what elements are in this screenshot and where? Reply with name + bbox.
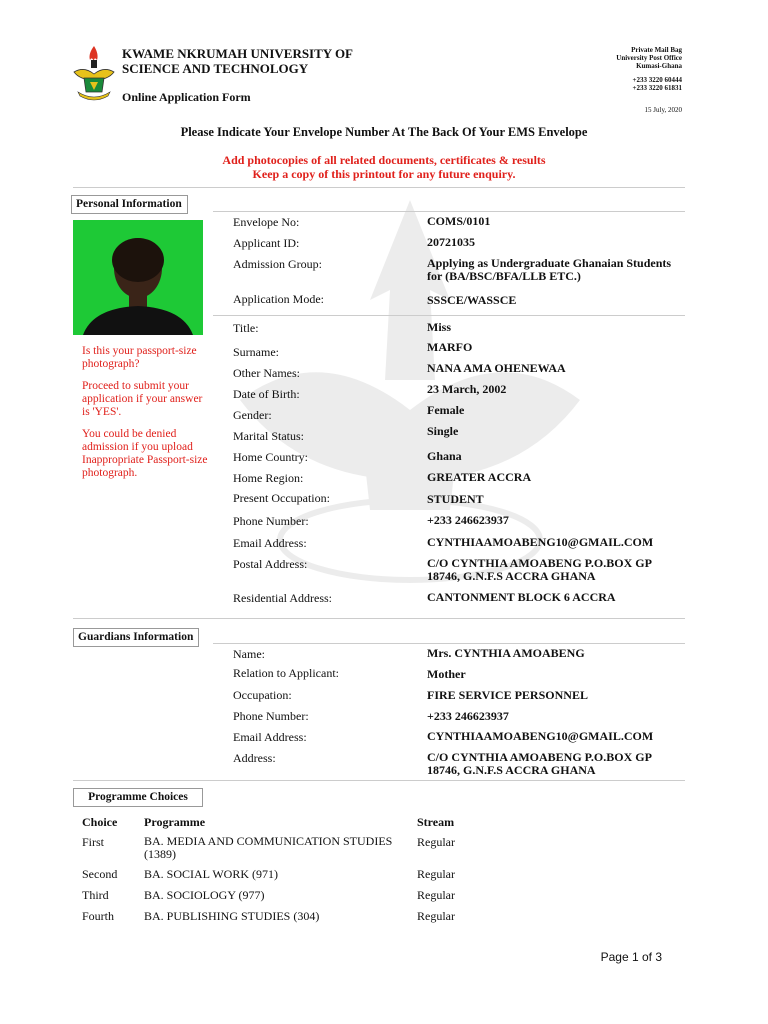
field-label: Home Region: (233, 471, 304, 485)
field-value-occupation: STUDENT (427, 492, 484, 506)
section-title-programmes: Programme Choices (73, 788, 203, 807)
field-label: Title: (233, 321, 259, 335)
stream-cell: Regular (417, 835, 455, 849)
notice-line: Keep a copy of this printout for any future enquiry. (252, 167, 516, 181)
field-value-dob: 23 March, 2002 (427, 382, 507, 396)
page-number: Page 1 of 3 (600, 950, 662, 964)
field-value-postal-address: C/O CYNTHIA AMOABENG P.O.BOX GP 18746, G.N.F.S ACCRA GHANA (427, 556, 652, 583)
table-row (82, 909, 502, 930)
field-label: Address: (233, 751, 276, 765)
field-value-surname: MARFO (427, 340, 473, 354)
field-value-residential-address: CANTONMENT BLOCK 6 ACCRA (427, 590, 616, 604)
notice-line: Add photocopies of all related documents, certificates & results (222, 153, 546, 167)
field-label: Name: (233, 647, 265, 661)
divider (213, 315, 685, 316)
photo-warning (82, 345, 212, 489)
field-label: Marital Status: (233, 429, 304, 443)
column-header: Stream (417, 815, 455, 829)
field-label: Date of Birth: (233, 387, 300, 401)
field-label: Phone Number: (233, 514, 309, 528)
address-line: University Post Office (616, 54, 682, 62)
stream-cell: Regular (417, 867, 455, 881)
table-header-row (82, 815, 502, 835)
field-label: Relation to Applicant: (233, 666, 339, 680)
section-title-personal: Personal Information (71, 195, 188, 214)
field-value-email: CYNTHIAAMOABENG10@GMAIL.COM (427, 535, 654, 549)
guardian-occupation: FIRE SERVICE PERSONNEL (427, 688, 588, 702)
field-label: Occupation: (233, 688, 292, 702)
phone-line: +233 3220 61831 (632, 84, 682, 92)
stream-cell: Regular (417, 888, 455, 902)
guardian-phone: +233 246623937 (427, 709, 509, 723)
field-value-marital-status: Single (427, 424, 459, 438)
field-label: Residential Address: (233, 591, 332, 605)
choice-cell: Third (82, 888, 109, 902)
field-label: Application Mode: (233, 292, 324, 306)
photo-warning-question: Is this your passport-size photograph? (82, 345, 197, 370)
column-header: Choice (82, 815, 118, 829)
field-value-title: Miss (427, 320, 451, 334)
field-label: Postal Address: (233, 557, 308, 571)
programme-table (82, 815, 502, 930)
field-label: Surname: (233, 345, 279, 359)
knust-logo (72, 44, 116, 102)
field-label: Phone Number: (233, 709, 309, 723)
photo-warning-proceed: Proceed to submit your application if your answer is 'YES'. (82, 380, 203, 418)
programme-cell: BA. SOCIAL WORK (971) (144, 867, 278, 881)
field-value-home-region: GREATER ACCRA (427, 470, 532, 484)
section-title-guardian: Guardians Information (73, 628, 199, 647)
stream-cell: Regular (417, 909, 455, 923)
field-value-home-country: Ghana (427, 449, 462, 463)
university-name-line1: KWAME NKRUMAH UNIVERSITY OF (122, 46, 353, 61)
field-label: Email Address: (233, 730, 307, 744)
field-label: Gender: (233, 408, 272, 422)
programme-cell: BA. SOCIOLOGY (977) (144, 888, 265, 902)
field-label: Applicant ID: (233, 236, 300, 250)
field-value-other-names: NANA AMA OHENEWAA (427, 361, 566, 375)
print-date: 15 July, 2020 (644, 106, 682, 114)
passport-photo (73, 220, 203, 335)
choice-cell: Fourth (82, 909, 115, 923)
choice-cell: First (82, 835, 105, 849)
table-row (82, 867, 502, 888)
guardian-address: C/O CYNTHIA AMOABENG P.O.BOX GP 18746, G.N.F.S ACCRA GHANA (427, 750, 652, 777)
choice-cell: Second (82, 867, 118, 881)
table-row (82, 835, 502, 867)
column-header: Programme (144, 815, 206, 829)
divider (213, 211, 685, 212)
address-line: Private Mail Bag (631, 46, 682, 54)
field-value-admission-group: Applying as Undergraduate Ghanaian Students for (BA/BSC/BFA/LLB ETC.) (427, 256, 672, 283)
guardian-email: CYNTHIAAMOABENG10@GMAIL.COM (427, 729, 654, 743)
divider (73, 780, 685, 781)
field-value-envelope: COMS/0101 (427, 214, 491, 228)
field-value-phone: +233 246623937 (427, 513, 509, 527)
university-name (122, 46, 382, 76)
field-value-gender: Female (427, 403, 465, 417)
university-address (616, 46, 682, 92)
document-notice (0, 153, 768, 181)
guardian-relation: Mother (427, 667, 466, 681)
field-value-application-mode: SSSCE/WASSCE (427, 293, 517, 307)
divider (73, 618, 685, 619)
field-label: Email Address: (233, 536, 307, 550)
photo-warning-denied: You could be denied admission if you upload Inappropriate Passport-size photograph. (82, 428, 208, 479)
field-label: Home Country: (233, 450, 308, 464)
field-label: Other Names: (233, 366, 300, 380)
envelope-notice: Please Indicate Your Envelope Number At The Back Of Your EMS Envelope (180, 125, 588, 139)
divider (213, 643, 685, 644)
field-label: Admission Group: (233, 257, 323, 271)
form-title: Online Application Form (122, 90, 251, 104)
guardian-name: Mrs. CYNTHIA AMOABENG (427, 646, 585, 660)
table-row (82, 888, 502, 909)
programme-cell: BA. PUBLISHING STUDIES (304) (144, 909, 320, 923)
address-line: Kumasi-Ghana (636, 62, 682, 70)
university-name-line2: SCIENCE AND TECHNOLOGY (122, 61, 309, 76)
divider (73, 187, 685, 188)
field-label: Present Occupation: (233, 491, 330, 505)
field-value-applicant-id: 20721035 (427, 235, 475, 249)
programme-cell: BA. MEDIA AND COMMUNICATION STUDIES (1389) (144, 834, 393, 861)
applicant-portrait (73, 220, 203, 335)
field-label: Envelope No: (233, 215, 300, 229)
phone-line: +233 3220 60444 (632, 76, 682, 84)
